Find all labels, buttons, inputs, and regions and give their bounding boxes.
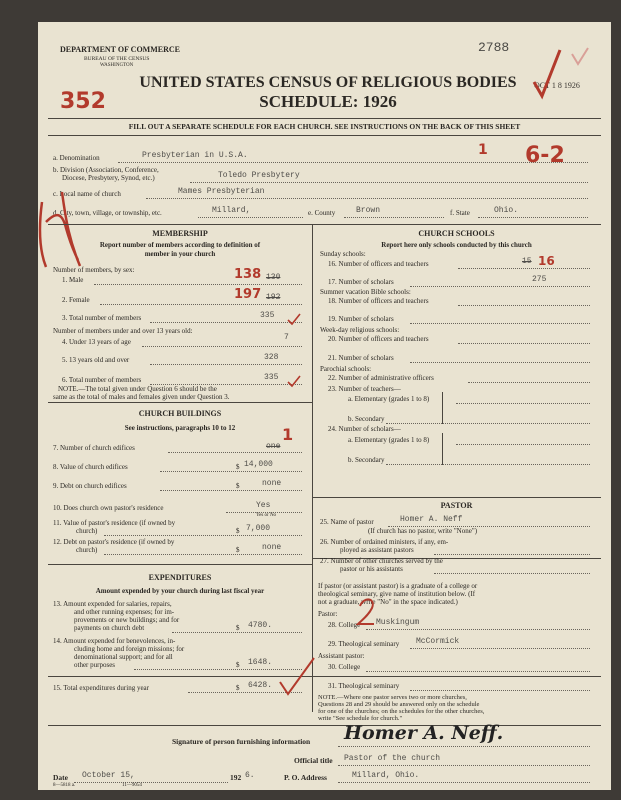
denomination-value: Presbyterian in U.S.A. — [142, 151, 248, 160]
q26-label: 26. Number of ordained ministers, if any, em- — [320, 538, 449, 546]
q12-dollar: $ — [236, 546, 240, 554]
q7-edifices-label: 7. Number of church edifices — [53, 444, 135, 452]
q7-edifices-handwritten: 1 — [282, 425, 294, 444]
bureau-name: BUREAU OF THE CENSUS — [84, 56, 150, 62]
pastor-sub-label: Pastor: — [318, 610, 338, 618]
membership-instruction-cont: member in your church — [144, 250, 216, 258]
bureau-city: WASHINGTON — [100, 63, 134, 68]
q26-label-cont: ployed as assistant pastors — [340, 546, 414, 554]
q29-value: McCormick — [416, 637, 460, 646]
city-label: d. City, town, village, or township, etc. — [53, 209, 162, 217]
graduate-instruction-line3: not a graduate, write "No" in the space indicated.) — [318, 598, 458, 606]
q3-total-label: 3. Total number of members — [62, 314, 142, 322]
q28-value: Muskingum — [376, 618, 420, 627]
q27-label-cont: pastor or his assistants — [340, 565, 403, 573]
print-number: 11—9054 — [122, 783, 142, 788]
address-value: Millard, Ohio. — [352, 771, 420, 780]
official-title-value: Pastor of the church — [344, 754, 441, 763]
year-prefix: 192 — [230, 773, 242, 782]
q12-debt-label-cont: church) — [76, 546, 98, 554]
year-value: 6. — [245, 771, 255, 780]
age-intro-label: Number of members under and over 13 years old: — [53, 327, 193, 335]
form-number: 8—5818 a. — [53, 783, 76, 788]
q4-under13-value: 7 — [284, 333, 289, 342]
q14-label: 14. Amount expended for benevolences, in- — [53, 637, 176, 645]
q3-total-value: 335 — [260, 311, 275, 320]
q23b-label: b. Secondary — [348, 415, 385, 423]
sunday-schools-label: Sunday schools: — [320, 250, 366, 258]
handwritten-two — [354, 592, 384, 632]
q14-label-line4: other purposes — [74, 661, 116, 669]
q1-male-handwritten: 138 — [234, 267, 262, 282]
city-value: Millard, — [212, 206, 251, 215]
division-label: b. Division (Association, Conference, — [53, 166, 159, 174]
handwritten-one: 1 — [478, 142, 488, 158]
q16-label: 16. Number of officers and teachers — [328, 260, 429, 268]
graduate-instruction: If pastor (or assistant pastor) is a graduate of a college or — [318, 582, 478, 590]
handwritten-number: 352 — [60, 89, 106, 114]
department-name: DEPARTMENT OF COMMERCE — [60, 45, 181, 54]
q25-label: 25. Name of pastor — [320, 518, 374, 526]
weekday-schools-label: Week-day religious schools: — [320, 326, 400, 334]
buildings-instruction: See instructions, paragraphs 10 to 12 — [124, 424, 236, 432]
q6-total-value: 335 — [264, 373, 279, 382]
q12-debt-label: 12. Debt on pastor's residence (if owned by — [53, 538, 175, 546]
q22-label: 22. Number of administrative officers — [328, 374, 434, 382]
division-value: Toledo Presbytery — [218, 171, 300, 180]
date-value: October 15, — [82, 771, 135, 780]
county-label: e. County — [308, 209, 336, 217]
expenditures-heading: EXPENDITURES — [148, 573, 212, 582]
q29-label: 29. Theological seminary — [328, 640, 400, 648]
county-value: Brown — [356, 206, 381, 215]
signature-label: Signature of person furnishing information — [172, 737, 311, 746]
q15-label: 15. Total expenditures during year — [53, 684, 149, 692]
membership-instruction: Report number of members according to definition of — [99, 241, 261, 249]
form-title: UNITED STATES CENSUS OF RELIGIOUS BODIES — [139, 74, 517, 91]
q17-value: 275 — [532, 275, 547, 284]
address-label: P. O. Address — [284, 773, 327, 782]
q14-label-line3: denominational support; and for all — [74, 653, 173, 661]
q10-value: Yes — [256, 501, 271, 510]
q12-value: none — [262, 543, 282, 552]
denomination-label: a. Denomination — [53, 154, 100, 162]
q9-value: none — [262, 479, 282, 488]
stamp-date: OCT 1 8 1926 — [534, 81, 580, 90]
q13-label-line2: and other running expenses; for im- — [74, 608, 175, 616]
schedule-year: SCHEDULE: 1926 — [259, 92, 397, 111]
buildings-heading: CHURCH BUILDINGS — [138, 409, 222, 418]
q13-dollar: $ — [236, 624, 240, 632]
local-name-label: c. Local name of church — [53, 190, 121, 198]
state-label: f. State — [450, 209, 470, 217]
q30-label: 30. College — [328, 663, 361, 671]
handwritten-check — [274, 652, 322, 702]
q2-female-typed: 192 — [266, 293, 281, 302]
q10-residence-label: 10. Does church own pastor's residence — [53, 504, 164, 512]
q5-over13-value: 328 — [264, 353, 279, 362]
schools-instruction: Report here only schools conducted by this church — [381, 241, 532, 249]
q8-value: 14,000 — [244, 460, 273, 469]
parochial-schools-label: Parochial schools: — [320, 365, 372, 373]
q6-total-label: 6. Total number of members — [62, 376, 142, 384]
q10-hint: Yes or No — [256, 513, 277, 518]
q2-female-label: 2. Female — [62, 296, 90, 304]
expenditures-instruction: Amount expended by your church during last fiscal year — [95, 587, 265, 595]
q16-handwritten: 16 — [538, 254, 555, 268]
pastor-note-line3: for one of the churches; on the schedules for the other churches, — [318, 708, 485, 715]
q19-label: 19. Number of scholars — [328, 315, 394, 323]
membership-note: NOTE.—The total given under Question 6 should be the — [58, 385, 217, 393]
checkmark-icon — [528, 44, 598, 104]
date-label: Date — [53, 773, 68, 782]
q9-debt-label: 9. Debt on church edifices — [53, 482, 127, 490]
q27-label: 27. Number of other churches served by the — [320, 557, 443, 565]
q21-label: 21. Number of scholars — [328, 354, 394, 362]
signature: Homer A. Neff. — [344, 722, 504, 744]
q14-label-line2: cluding home and foreign missions; for — [74, 645, 185, 653]
members-by-sex-label: Number of members, by sex: — [53, 266, 135, 274]
q14-dollar: $ — [236, 661, 240, 669]
census-schedule-sheet — [38, 22, 611, 790]
q5-over13-label: 5. 13 years old and over — [62, 356, 130, 364]
pastor-heading: PASTOR — [440, 501, 473, 510]
q24b-label: b. Secondary — [348, 456, 385, 464]
q8-dollar: $ — [236, 463, 240, 471]
q23a-label: a. Elementary (grades 1 to 8) — [348, 395, 430, 403]
q4-under13-label: 4. Under 13 years of age — [62, 338, 131, 346]
tick-marks — [286, 312, 306, 402]
assistant-pastor-label: Assistant pastor: — [318, 652, 365, 660]
q28-label: 28. College — [328, 621, 361, 629]
handwritten-mark — [38, 182, 92, 272]
graduate-instruction-line2: theological seminary, give name of institution below. (If — [318, 590, 476, 598]
q24a-label: a. Elementary (grades 1 to 8) — [348, 436, 430, 444]
q13-value: 4780. — [248, 621, 273, 630]
q14-value: 1648. — [248, 658, 273, 667]
division-label-cont: Diocese, Presbytery, Synod, etc.) — [62, 174, 155, 182]
q16-typed: 15 — [522, 257, 532, 266]
q20-label: 20. Number of officers and teachers — [328, 335, 429, 343]
q24-label: 24. Number of scholars— — [328, 425, 401, 433]
schools-heading: CHURCH SCHOOLS — [418, 229, 495, 238]
q23-label: 23. Number of teachers— — [328, 385, 401, 393]
q9-dollar: $ — [236, 482, 240, 490]
local-name-value: Mames Presbyterian — [178, 187, 265, 196]
fill-instruction: FILL OUT A SEPARATE SCHEDULE FOR EACH CHURCH. SEE INSTRUCTIONS ON THE BACK OF THIS SHEET — [128, 122, 521, 131]
official-title-label: Official title — [294, 756, 333, 765]
pastor-note-line4: write "See schedule for church." — [318, 715, 403, 722]
q1-male-label: 1. Male — [62, 276, 84, 284]
membership-heading: MEMBERSHIP — [152, 229, 208, 238]
handwritten-code: 6-2 — [525, 143, 565, 168]
q11-dollar: $ — [236, 527, 240, 535]
q25-note: (If church has no pastor, write "None") — [368, 527, 478, 535]
q13-label: 13. Amount expended for salaries, repairs, — [53, 600, 172, 608]
pastor-note: NOTE.—Where one pastor serves two or more churches, — [318, 694, 467, 701]
q13-label-line3: provements or new buildings; and for — [74, 616, 180, 624]
state-value: Ohio. — [494, 206, 519, 215]
q18-label: 18. Number of officers and teachers — [328, 297, 429, 305]
pastor-note-line2: Questions 28 and 29 should be answered only on the schedule — [318, 701, 480, 708]
q13-label-line4: payments on church debt — [74, 624, 145, 632]
summer-schools-label: Summer vacation Bible schools: — [320, 288, 411, 296]
q11-value: 7,000 — [246, 524, 271, 533]
q11-value-label-cont: church) — [76, 527, 98, 535]
stamp-number: 2788 — [478, 40, 510, 55]
q15-dollar: $ — [236, 684, 240, 692]
q11-value-label: 11. Value of pastor's residence (if owned by — [53, 519, 176, 527]
q31-label: 31. Theological seminary — [328, 682, 400, 690]
q2-female-handwritten: 197 — [234, 287, 262, 302]
q17-label: 17. Number of scholars — [328, 278, 394, 286]
membership-note-cont: same as the total of males and females given under Question 3. — [53, 393, 230, 401]
q1-male-typed: 130 — [266, 273, 281, 282]
q7-edifices-typed: one — [266, 442, 281, 451]
q15-value: 6428. — [248, 681, 273, 690]
q25-value: Homer A. Neff — [400, 515, 463, 524]
q8-value-label: 8. Value of church edifices — [53, 463, 128, 471]
